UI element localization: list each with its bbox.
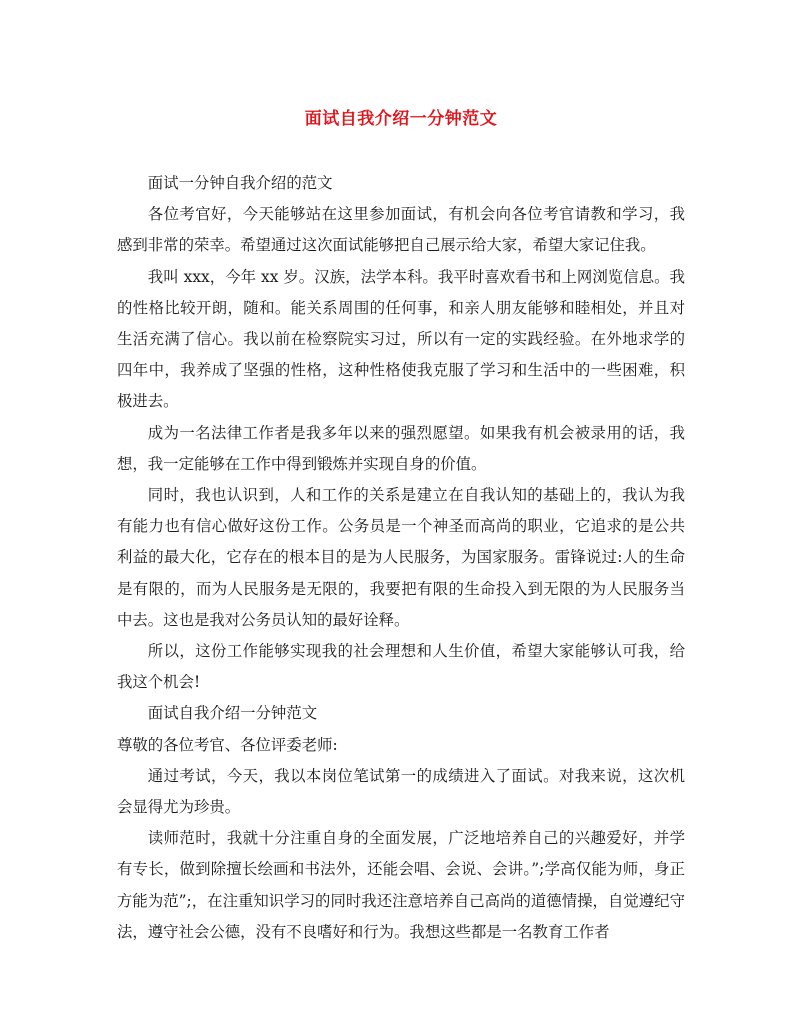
paragraph: 同时，我也认识到，人和工作的关系是建立在自我认知的基础上的，我认为我有能力也有信心做好这份工作。公务员是一个神圣而高尚的职业，它追求的是公共利益的最大化，它存在的根本目的是为人民服务，为国家服务。雷锋说过:人的生命是有限的，而为人民服务是无限的，我要把有限的生命投入到无限的为人民服务当中去。这也是我对公务员认知的最好诠释。 — [117, 486, 685, 629]
paragraph: 通过考试，今天，我以本岗位笔试第一的成绩进入了面试。对我来说，这次机会显得尤为珍贵。 — [117, 766, 685, 817]
paragraph: 读师范时，我就十分注重自身的全面发展，广泛地培养自己的兴趣爱好，并学有专长，做到除擅长绘画和书法外，还能会唱、会说、会讲。”;学高仅能为师，身正方能为范”;，在注重知识学习的同时我还注意培养自己高尚的道德情操，自觉遵纪守法，遵守社会公德，没有不良嗜好和行为。我想这些都是一名教育工作者 — [117, 829, 685, 941]
salutation: 尊敬的各位考官、各位评委老师: — [117, 735, 338, 754]
paragraph: 我叫 xxx，今年 xx 岁。汉族，法学本科。我平时喜欢看书和上网浏览信息。我的性格比较开朗，随和。能关系周围的任何事，和亲人朋友能够和睦相处，并且对生活充满了信心。我以前在检察院实习过，所以有一定的实践经验。在外地求学的四年中，我养成了坚强的性格，这种性格使我克服了学习和生活中的一些困难，积极进去。 — [117, 267, 685, 411]
section-heading: 面试自我介绍一分钟范文 — [147, 704, 318, 723]
paragraph: 所以，这份工作能够实现我的社会理想和人生价值，希望大家能够认可我，给我这个机会! — [117, 642, 685, 692]
document-body — [117, 168, 685, 948]
section-heading: 面试一分钟自我介绍的范文 — [147, 174, 333, 192]
paragraph: 成为一名法律工作者是我多年以来的强烈愿望。如果我有机会被录用的话，我想，我一定能够在工作中得到锻炼并实现自身的价值。 — [117, 423, 685, 473]
document-title: 面试自我介绍一分钟范文 — [304, 109, 498, 129]
paragraph: 各位考官好，今天能够站在这里参加面试，有机会向各位考官请教和学习，我感到非常的荣幸。希望通过这次面试能够把自己展示给大家，希望大家记住我。 — [117, 205, 685, 255]
